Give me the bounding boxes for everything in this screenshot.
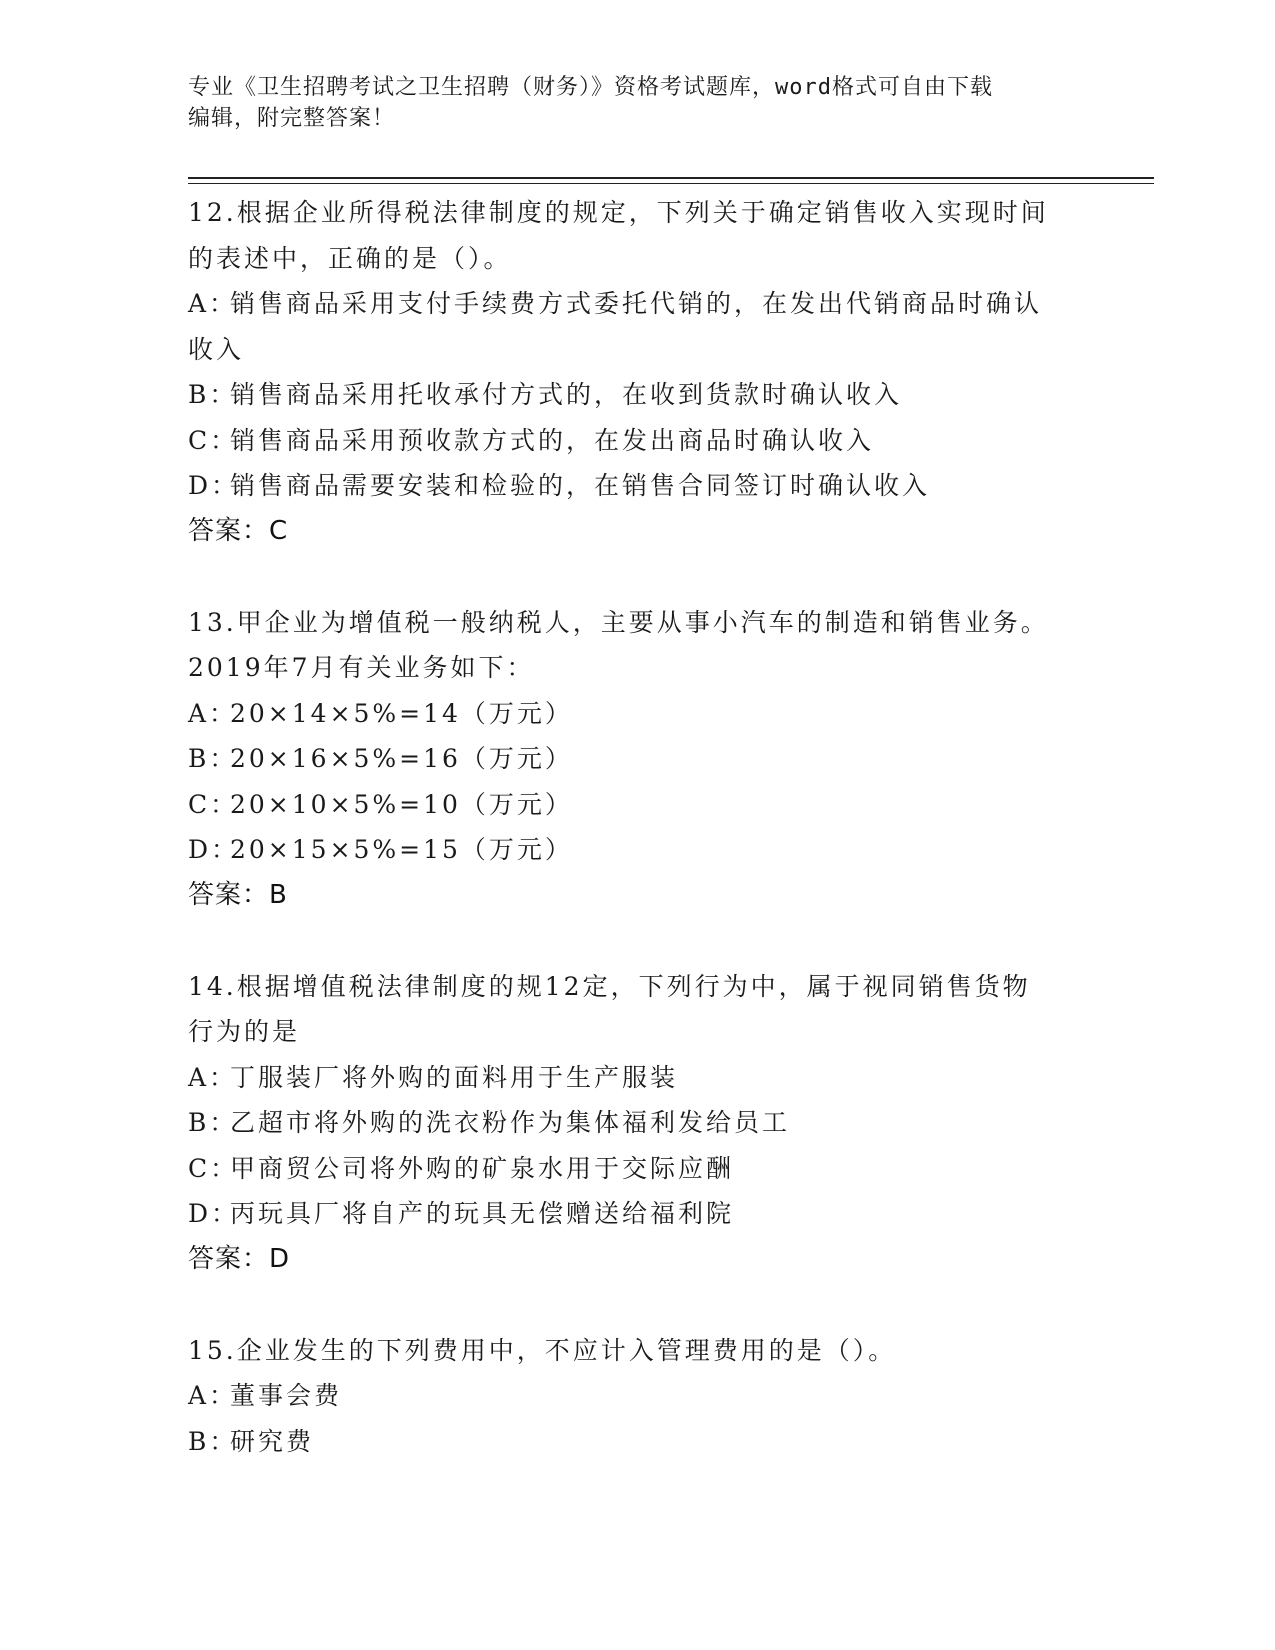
option-letter: B： [188,1108,238,1137]
option-letter: A： [188,698,238,728]
question-block [188,964,1088,1328]
question-stem-line: 12.根据企业所得税法律制度的规定，下列关于确定销售收入实现时间 [188,198,1049,227]
option-letter: C： [188,789,239,819]
option-text: 收入 [188,334,245,364]
option-line [188,327,1088,373]
answer-line: 答案：D [188,1243,291,1274]
option-text: 甲商贸公司将外购的矿泉水用于交际应酬 [230,1153,735,1183]
option-letter: B： [188,1426,238,1456]
question-spacer [188,554,1088,600]
header-divider-thin [188,183,1154,184]
question-stem-line: 13.甲企业为增值税一般纳税人，主要从事小汽车的制造和销售业务。 [188,607,1049,637]
option-text: 销售商品采用托收承付方式的，在收到货款时确认收入 [230,380,903,409]
question-stem-line: 2019年7月有关业务如下： [188,653,535,682]
question-stem-line: 行为的是 [188,1017,301,1046]
option-line [188,782,1088,828]
option-text: 20×16×5%=16（万元） [230,744,573,773]
option-line [188,1419,1088,1465]
question-block [188,600,1088,964]
option-line [188,1191,1088,1237]
option-text: 20×14×5%=14（万元） [230,698,573,728]
question-block [188,1328,1088,1465]
question-spacer [188,918,1088,964]
option-letter: A： [188,289,238,318]
document-header [188,72,1088,134]
option-line [188,1146,1088,1192]
question-stem-line: 15.企业发生的下列费用中，不应计入管理费用的是（）。 [188,1335,897,1365]
option-letter: A： [188,1062,238,1092]
option-line [188,827,1088,873]
option-line [188,1373,1088,1419]
option-text: 销售商品需要安装和检验的，在销售合同签订时确认收入 [230,471,931,500]
option-letter: C： [188,1153,239,1183]
question-spacer [188,1282,1088,1328]
question-list [188,190,1088,1464]
option-text: 20×10×5%=10（万元） [230,789,573,819]
option-line [188,372,1088,418]
answer-line: 答案：C [188,515,289,546]
option-line [188,736,1088,782]
option-letter: A： [188,1381,238,1410]
question-stem-line: 14.根据增值税法律制度的规12定，下列行为中，属于视同销售货物 [188,971,1031,1001]
option-text: 20×15×5%=15（万元） [230,835,573,864]
header-line-1: 专业《卫生招聘考试之卫生招聘（财务）》资格考试题库，word格式可自由下载 [188,75,993,100]
option-letter: B： [188,744,238,773]
option-line [188,281,1088,327]
option-text: 销售商品采用支付手续费方式委托代销的，在发出代销商品时确认 [230,289,1043,318]
option-line [188,1055,1088,1101]
question-block [188,190,1088,600]
option-text: 研究费 [230,1426,315,1456]
option-letter: D： [188,1199,240,1228]
option-line [188,463,1088,509]
option-text: 董事会费 [230,1381,343,1410]
option-text: 丙玩具厂将自产的玩具无偿赠送给福利院 [230,1199,735,1228]
option-letter: D： [188,471,240,500]
answer-line: 答案：B [188,879,288,910]
option-letter: D： [188,835,240,864]
header-line-2: 编辑，附完整答案！ [188,106,396,131]
question-stem-line: 的表述中，正确的是（）。 [188,243,512,273]
option-text: 乙超市将外购的洗衣粉作为集体福利发给员工 [230,1108,791,1137]
option-text: 丁服装厂将外购的面料用于生产服装 [230,1062,679,1092]
option-text: 销售商品采用预收款方式的，在发出商品时确认收入 [230,425,875,455]
header-divider-thick [188,177,1154,179]
option-line [188,1100,1088,1146]
option-letter: C： [188,425,239,455]
option-line [188,418,1088,464]
option-letter: B： [188,380,238,409]
option-line [188,691,1088,737]
